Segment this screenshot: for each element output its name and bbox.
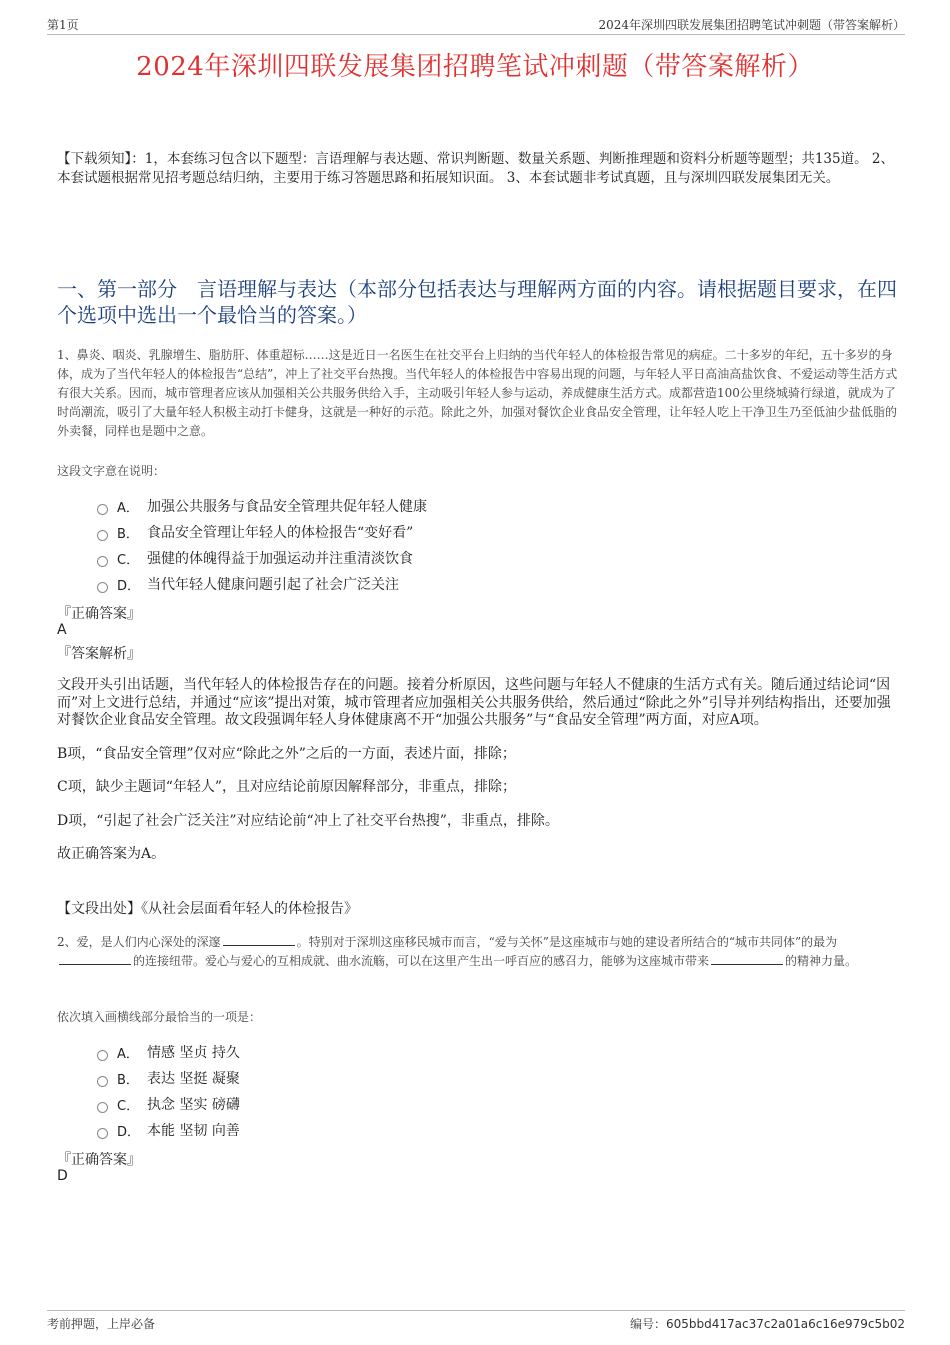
radio-icon[interactable] — [97, 1128, 108, 1139]
q1-option-d[interactable] — [97, 571, 697, 597]
radio-icon[interactable] — [97, 556, 108, 567]
footer-code — [630, 1315, 905, 1332]
q1-option-b[interactable] — [97, 519, 697, 545]
option-text: 执念 坚实 磅礴 — [147, 1097, 240, 1113]
option-text: 表达 坚挺 凝聚 — [147, 1071, 240, 1087]
radio-icon[interactable] — [97, 530, 108, 541]
blank-line — [223, 935, 295, 946]
radio-icon[interactable] — [97, 582, 108, 593]
q2-prompt: 依次填入画横线部分最恰当的一项是： — [57, 1010, 262, 1024]
q2-option-a[interactable] — [97, 1039, 697, 1065]
header-title: 2024年深圳四联发展集团招聘笔试冲刺题（带答案解析） — [598, 18, 905, 32]
radio-icon[interactable] — [97, 504, 108, 515]
option-text: 食品安全管理让年轻人的体检报告“变好看” — [147, 525, 414, 541]
q2-text: 2、爱，是人们内心深处的深邃 — [57, 935, 221, 949]
code-value: 605bbd417ac37c2a01a6c16e979c5b02 — [666, 1317, 905, 1331]
option-letter: B． — [117, 526, 139, 542]
q1-option-c[interactable] — [97, 545, 697, 571]
blank-line — [59, 954, 131, 965]
option-text: 本能 坚韧 向善 — [147, 1123, 240, 1139]
page-number: 第1页 — [47, 18, 79, 32]
q1-answer-label: 『正确答案』 — [57, 606, 141, 622]
q1-analysis — [57, 677, 892, 880]
q2-answer-label: 『正确答案』 — [57, 1152, 141, 1168]
radio-icon[interactable] — [97, 1050, 108, 1061]
radio-icon[interactable] — [97, 1076, 108, 1087]
q2-passage — [57, 933, 902, 971]
analysis-paragraph: C项，缺少主题词“年轻人”，且对应结论前原因解释部分，非重点，排除； — [57, 779, 517, 795]
q1-source: 【文段出处】《从社会层面看年轻人的体检报告》 — [57, 901, 358, 917]
q2-options — [97, 1039, 697, 1143]
q2-text: 的精神力量。 — [785, 954, 858, 968]
q2-option-c[interactable] — [97, 1091, 697, 1117]
option-text: 当代年轻人健康问题引起了社会广泛关注 — [147, 577, 399, 593]
analysis-paragraph: 文段开头引出话题，当代年轻人的体检报告存在的问题。接着分析原因，这些问题与年轻人不健康的生活方式有关。随后通过结论词“因而”对上文进行总结，并通过“应该”提出对策，城市管理者应加强相关公共服务供给，然后通过“除此之外”引导并列结构指出，还要加强对餐饮企业食品安全管理。故文段强调年轻人身体健康离不开“加强公共服务”与“食品安全管理”两方面，对应A项。 — [57, 677, 891, 728]
analysis-paragraph: D项，“引起了社会广泛关注”对应结论前“冲上了社交平台热搜”，非重点，排除。 — [57, 812, 559, 829]
q1-prompt: 这段文字意在说明： — [57, 464, 166, 478]
code-label: 编号： — [629, 1317, 666, 1331]
option-letter: C． — [117, 552, 140, 568]
analysis-paragraph: B项，“食品安全管理”仅对应“除此之外”之后的一方面，表述片面，排除； — [57, 745, 516, 762]
q1-passage: 1、鼻炎、咽炎、乳腺增生、脂肪肝、体重超标……这是近日一名医生在社交平台上归纳的当代年轻人的体检报告常见的病症。二十多岁的年纪，五十多岁的身体，成为了当代年轻人的体检报告“总结”，冲上了社交平台热搜。当代年轻人的体检报告中容易出现的问题，与年轻人平日高油高盐饮食、不爱运动等生活方式有很大关系。因而，城市管理者应该从加强相关公共服务供给入手，主动吸引年轻人参与运动，养成健康生活方式。成都营造100公里绕城骑行绿道，就成为了时尚潮流，吸引了大量年轻人积极主动打卡健身，这就是一种好的示范。除此之外，加强对餐饮企业食品安全管理，让年轻人吃上干净卫生乃至低油少盐低脂的外卖餐，同样也是题中之意。 — [57, 348, 898, 438]
blank-line — [711, 954, 783, 965]
q1-answer: A — [57, 622, 67, 638]
page-header — [47, 14, 905, 35]
option-text: 强健的体魄得益于加强运动并注重清淡饮食 — [147, 551, 413, 567]
page-footer — [47, 1310, 905, 1331]
doc-title: 2024年深圳四联发展集团招聘笔试冲刺题（带答案解析） — [136, 52, 814, 82]
q2-text: 。特别对于深圳这座移民城市而言，“爱与关怀”是这座城市与她的建设者所结合的“城市共同体”的最为 — [296, 935, 838, 949]
q1-option-a[interactable] — [97, 493, 697, 519]
option-letter: C． — [117, 1098, 140, 1114]
option-letter: A． — [117, 1046, 139, 1062]
q1-options — [97, 493, 697, 597]
q2-text: 的连接纽带。爱心与爱心的互相成就、曲水流觞，可以在这里产生出一呼百应的感召力，能够为这座城市带来 — [133, 954, 710, 968]
option-letter: A． — [117, 500, 139, 516]
option-text: 加强公共服务与食品安全管理共促年轻人健康 — [147, 499, 427, 515]
q2-option-d[interactable] — [97, 1117, 697, 1143]
q2-option-b[interactable] — [97, 1065, 697, 1091]
section-heading: 一、第一部分 言语理解与表达（本部分包括表达与理解两方面的内容。请根据题目要求，在四个选项中选出一个最恰当的答案。） — [57, 277, 897, 327]
option-letter: B． — [117, 1072, 139, 1088]
footer-slogan: 考前押题，上岸必备 — [47, 1317, 156, 1331]
download-notice: 【下载须知】：1，本套练习包含以下题型：言语理解与表达题、常识判断题、数量关系题、判断推理题和资料分析题等题型；共135道。 2、本套试题根据常见招考题总结归纳，主要用于练习答题思路和拓展知识面。 3、本套试题非考试真题，且与深圳四联发展集团无关。 — [57, 151, 894, 186]
analysis-paragraph: 故正确答案为A。 — [57, 846, 166, 862]
option-letter: D． — [117, 1124, 141, 1140]
radio-icon[interactable] — [97, 1102, 108, 1113]
q2-answer: D — [57, 1168, 68, 1184]
q1-analysis-label: 『答案解析』 — [57, 646, 141, 662]
option-letter: D． — [117, 578, 141, 594]
option-text: 情感 坚贞 持久 — [147, 1045, 240, 1061]
